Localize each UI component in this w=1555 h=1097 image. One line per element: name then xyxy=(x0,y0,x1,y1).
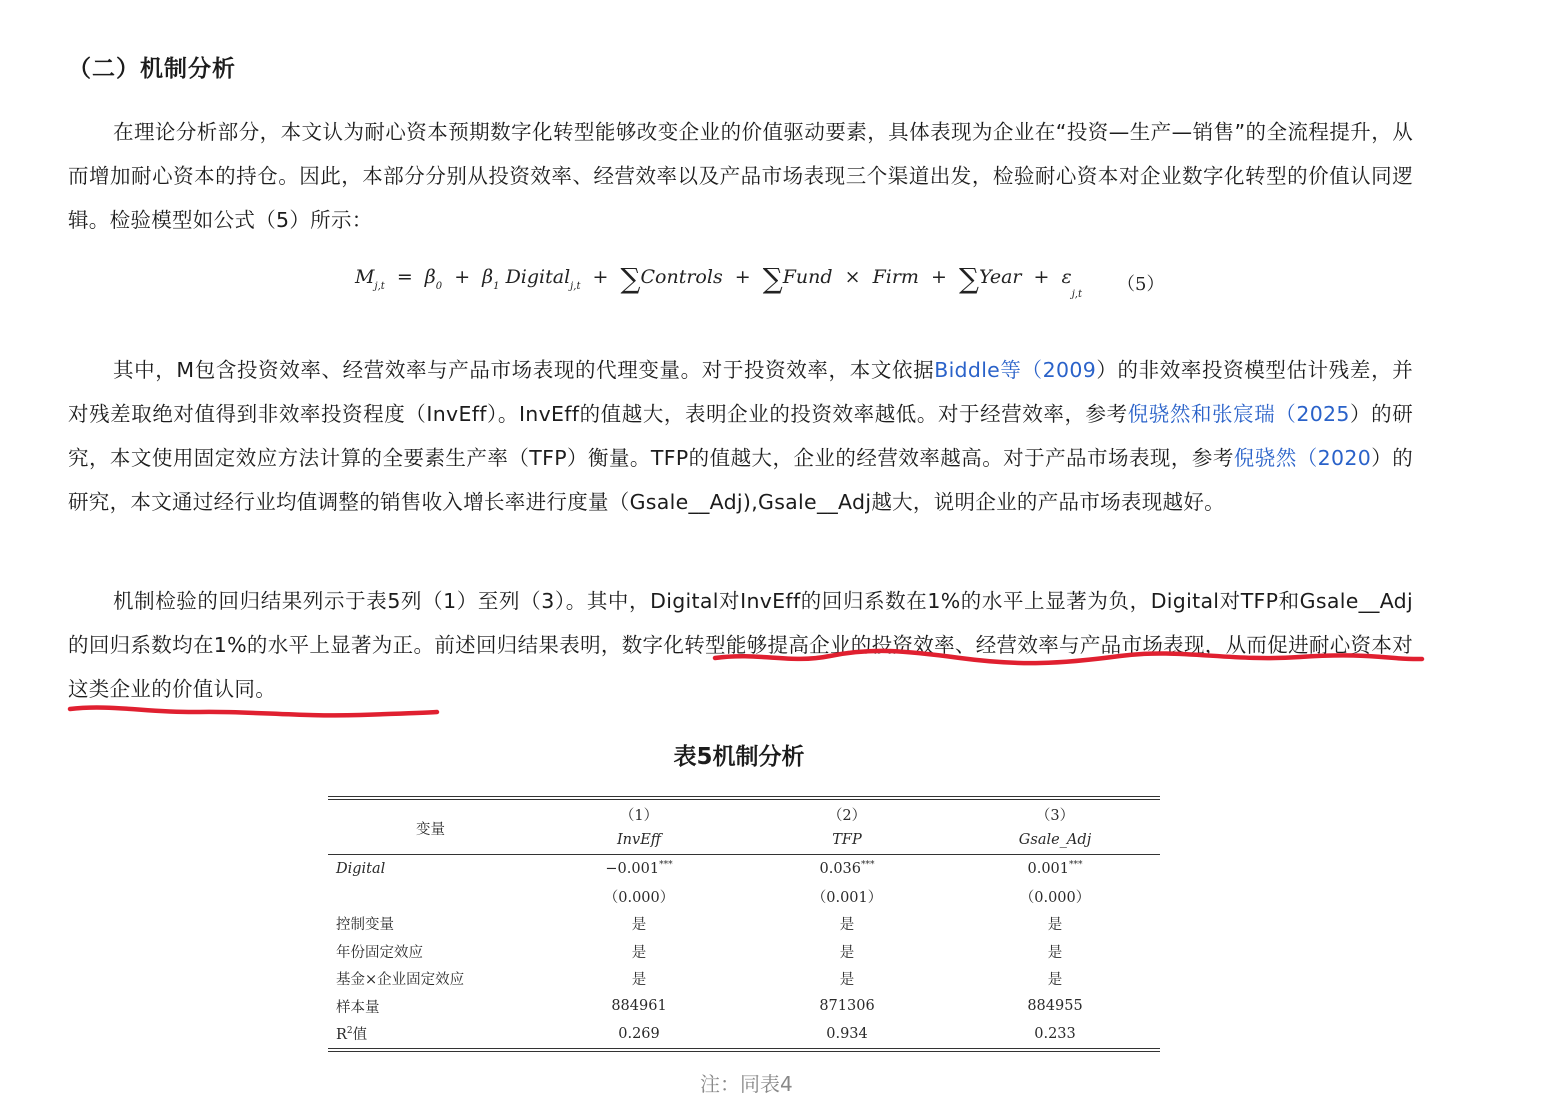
table-cell: 884955 xyxy=(1027,998,1083,1015)
table-row-r2 xyxy=(328,1020,1160,1048)
table-bottom-rule xyxy=(328,1048,1160,1049)
header-col-name: Gsale_Adj xyxy=(1018,832,1092,848)
table-cell: 是 xyxy=(839,944,855,961)
significance-stars: *** xyxy=(861,860,875,871)
table-top-rule xyxy=(328,796,1160,797)
table-header xyxy=(328,800,1160,854)
formula-eq: = xyxy=(396,266,413,288)
table-cell: 是 xyxy=(631,917,647,934)
table-cell: 是 xyxy=(839,972,855,989)
paragraph-theory xyxy=(68,110,1413,242)
regression-table xyxy=(328,796,1160,1052)
coef-value: 0.036 xyxy=(819,861,861,878)
formula-M-sub: j,t xyxy=(374,281,385,292)
formula-5 xyxy=(355,262,1082,300)
formula-controls: Controls xyxy=(640,266,723,288)
text-segment: ）的研究，本文使用固定效应方法计算的全要素生产率（TFP）衡量。TFP的值越大，企业的经营效率越高。对于产品市场表现，参考 xyxy=(68,402,1413,470)
row-label xyxy=(328,1023,535,1044)
table-note: 注：同表4 xyxy=(700,1072,793,1096)
formula-beta1-sub: 1 xyxy=(493,281,500,292)
formula-plus: + xyxy=(734,266,751,288)
formula-digital-sub: j,t xyxy=(570,281,581,292)
row-label: 年份固定效应 xyxy=(336,944,423,961)
formula-epsilon: ε xyxy=(1061,266,1072,288)
r2-base: R xyxy=(336,1027,347,1044)
coef-value: −0.001 xyxy=(605,861,660,878)
cell-se: （0.001） xyxy=(811,889,883,906)
cell-se: （0.000） xyxy=(603,889,675,906)
text-segment: ）的研究，本文通过经行业均值调整的销售收入增长率进行度量（Gsale__Adj),Gsale__Adj越大，说明企业的产品市场表现越好。 xyxy=(68,446,1413,514)
r2-sup: 2 xyxy=(346,1026,353,1037)
table-cell: 是 xyxy=(1047,972,1063,989)
paragraph-variables-text xyxy=(68,348,1413,524)
table-cell: 0.233 xyxy=(1034,1025,1076,1042)
table-cell: 是 xyxy=(631,944,647,961)
formula-plus: + xyxy=(454,266,471,288)
table-cell: 0.934 xyxy=(826,1025,868,1042)
header-col-number: （3） xyxy=(1035,808,1075,824)
section-heading: （二）机制分析 xyxy=(68,56,236,82)
row-label: Digital xyxy=(336,860,386,877)
row-label: 控制变量 xyxy=(336,917,394,934)
row-label: 样本量 xyxy=(336,999,380,1016)
header-col-number: （1） xyxy=(619,808,659,824)
table-title: 表5机制分析 xyxy=(673,744,805,770)
cell-coef xyxy=(535,860,743,877)
table-row xyxy=(328,965,1160,993)
citation-link-ni-zhang[interactable]: 倪骁然和张宸瑞（2025 xyxy=(1127,402,1350,426)
formula-number: （5） xyxy=(1117,274,1165,295)
table-cell: 0.269 xyxy=(618,1025,660,1042)
cell-se: （0.000） xyxy=(1019,889,1091,906)
header-variable-label: 变量 xyxy=(416,822,445,838)
formula-plus: + xyxy=(592,266,609,288)
table-cell: 是 xyxy=(1047,944,1063,961)
formula-firm: Firm xyxy=(872,266,919,288)
formula-sum-icon: ∑ xyxy=(762,262,783,295)
paragraph-variables xyxy=(68,348,1413,524)
formula-M: M xyxy=(355,266,375,288)
table-cell: 是 xyxy=(1047,917,1063,934)
table-row-digital xyxy=(328,855,1160,883)
text-segment: ）的非效率投资模型估计残差，并对残差取绝对值得到非效率投资程度（InvEff）。InvEff的值越大，表明企业的投资效率越低。对于经营效率，参考 xyxy=(68,358,1413,426)
formula-sum-icon: ∑ xyxy=(620,262,641,295)
cell-coef xyxy=(743,860,951,877)
formula-plus: + xyxy=(930,266,947,288)
text-segment: 机制检验的回归结果列示于表5列（1）至列（3）。其中，Digital对InvEff的回归系数在1%的水平上显著为负，Digital对TFP和Gsale__Adj的回归系数均在1%的水平上显著为正。前述回归结果表明， xyxy=(68,589,1413,657)
significance-stars: *** xyxy=(659,860,673,871)
table-cell: 871306 xyxy=(819,998,875,1015)
formula-fund: Fund xyxy=(782,266,833,288)
r2-suffix: 值 xyxy=(352,1027,368,1044)
table-cell: 是 xyxy=(631,972,647,989)
citation-link-biddle[interactable]: Biddle等（2009 xyxy=(934,358,1097,382)
text-segment: 其中，M包含投资效率、经营效率与产品市场表现的代理变量。对于投资效率，本文依据 xyxy=(113,358,935,382)
table-row xyxy=(328,910,1160,938)
table-cell: 是 xyxy=(839,917,855,934)
paragraph-results-text xyxy=(68,579,1413,711)
table-bottom-rule xyxy=(328,1051,1160,1052)
formula-beta1: β xyxy=(482,266,494,288)
header-col-name: TFP xyxy=(832,832,862,848)
formula-digital: Digital xyxy=(505,266,571,288)
highlighted-conclusion: 数字化转型能够提高企业的投资效率、经营效率与产品市场表现，从而促进耐心资本对这类企业的价值认同。 xyxy=(68,633,1413,701)
formula-times: × xyxy=(844,266,861,288)
formula-plus: + xyxy=(1033,266,1050,288)
table-row xyxy=(328,938,1160,966)
header-col-number: （2） xyxy=(827,808,867,824)
header-col-name: InvEff xyxy=(616,832,662,848)
cell-coef xyxy=(951,860,1159,877)
coef-value: 0.001 xyxy=(1027,861,1069,878)
table-row-se xyxy=(328,883,1160,911)
table-cell: 884961 xyxy=(611,998,667,1015)
formula-sum-icon: ∑ xyxy=(958,262,979,295)
formula-epsilon-sub: j,t xyxy=(1071,289,1083,300)
row-label: 基金×企业固定效应 xyxy=(336,972,465,989)
formula-year: Year xyxy=(978,266,1022,288)
paragraph-results xyxy=(68,579,1413,711)
formula-beta0: β xyxy=(424,266,436,288)
citation-link-ni[interactable]: 倪骁然（2020 xyxy=(1233,446,1372,470)
significance-stars: *** xyxy=(1069,860,1083,871)
table-row xyxy=(328,993,1160,1021)
paragraph-theory-text: 在理论分析部分，本文认为耐心资本预期数字化转型能够改变企业的价值驱动要素，具体表现为企业在“投资—生产—销售”的全流程提升，从而增加耐心资本的持仓。因此，本部分分别从投资效率、经营效率以及产品市场表现三个渠道出发，检验耐心资本对企业数字化转型的价值认同逻辑。检验模型如公式（5）所示： xyxy=(68,120,1413,232)
formula-beta0-sub: 0 xyxy=(435,281,443,292)
